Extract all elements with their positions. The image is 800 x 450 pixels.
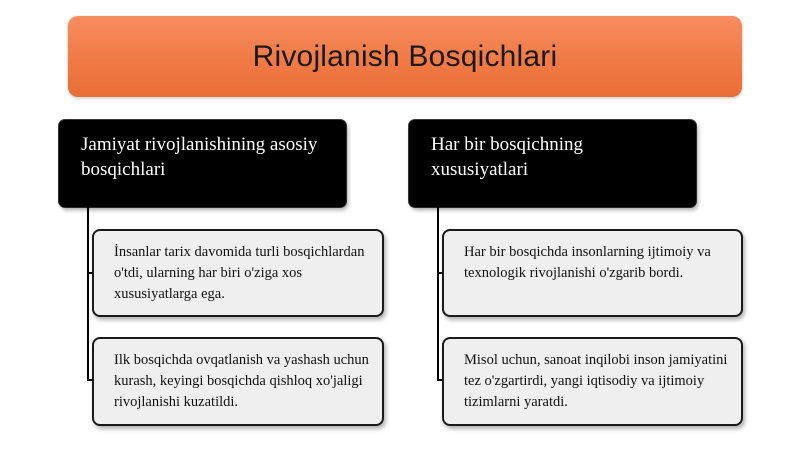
right-card-1-text: Har bir bosqichda insonlarning ijtimoiy va texnologik rivojlanishi o'zgarib bordi. bbox=[464, 244, 711, 281]
right-header bbox=[409, 120, 696, 207]
left-card-1 bbox=[92, 229, 384, 317]
right-header-text: Har bir bosqichning xususiyatlari bbox=[431, 134, 583, 180]
left-card-2 bbox=[92, 337, 384, 426]
left-card-2-text: Ilk bosqichda ovqatlanish va yashash uchun kurash, keyingi bosqichda qishloq xo'jaligi rivojlanishi kuzatildi. bbox=[114, 352, 369, 410]
right-card-2 bbox=[442, 337, 743, 426]
right-connector-line bbox=[437, 207, 439, 381]
left-connector-line bbox=[87, 207, 89, 381]
title-banner bbox=[68, 16, 742, 97]
left-card-1-text: İnsanlar tarix davomida turli bosqichlardan o'tdi, ularning har biri o'ziga xos xususiyatlarga ega. bbox=[114, 244, 365, 302]
left-header-text: Jamiyat rivojlanishining asosiy bosqichlari bbox=[81, 134, 318, 180]
left-header bbox=[59, 120, 346, 207]
diagram-title: Rivojlanish Bosqichlari bbox=[252, 39, 558, 73]
right-card-1 bbox=[442, 229, 743, 317]
right-card-2-text: Misol uchun, sanoat inqilobi inson jamiyatini tez o'zgartirdi, yangi iqtisodiy va ijtimoiy tizimlarni yaratdi. bbox=[464, 352, 728, 410]
